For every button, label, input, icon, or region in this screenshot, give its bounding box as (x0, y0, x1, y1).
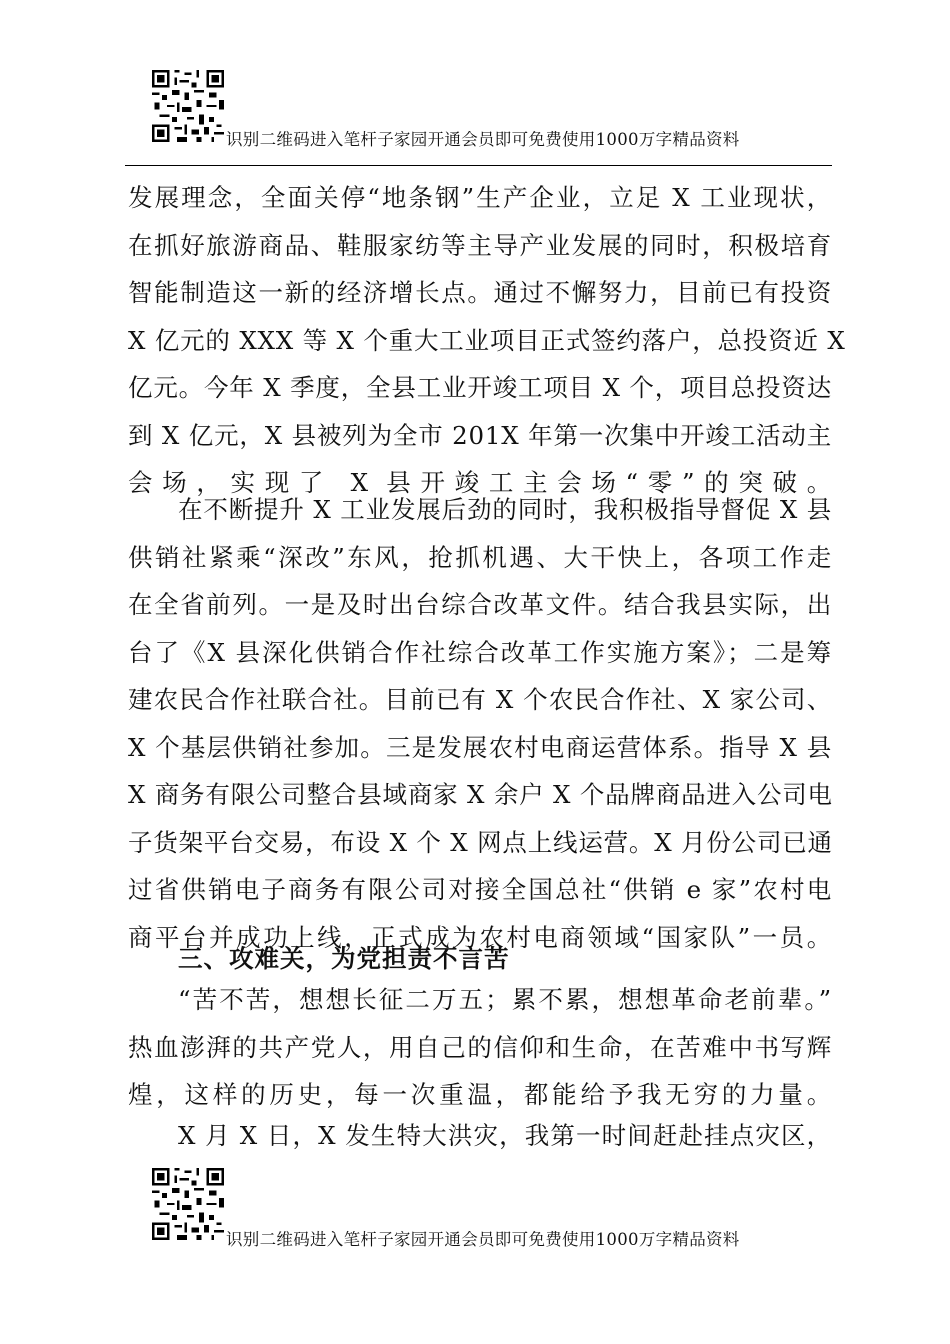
paragraph-line: 煌，这样的历史，每一次重温，都能给予我无穷的力量。 (128, 1080, 832, 1109)
paragraph-line: 过省供销电子商务有限公司对接全国总社“供销 e 家”农村电 (128, 875, 832, 904)
qr-code-icon (152, 70, 224, 142)
paragraph-line: 子货架平台交易，布设 X 个 X 网点上线运营。X 月份公司已通 (128, 827, 833, 857)
paragraph-line: 商平台并成功上线，正式成为农村电商领域“国家队”一员。 (128, 922, 832, 952)
paragraph-line: 热血澎湃的共产党人，用自己的信仰和生命，在苦难中书写辉 (128, 1032, 832, 1062)
paragraph-line: 到 X 亿元，X 县被列为全市 201X 年第一次集中开竣工活动主 (128, 420, 832, 450)
paragraph-line: 台了《X 县深化供销合作社综合改革工作实施方案》；二是筹 (128, 637, 832, 667)
paragraph-line: 供销社紧乘“深改”东风，抢抓机遇、大干快上，各项工作走 (128, 542, 832, 572)
paragraph-line: 亿元。今年 X 季度，全县工业开竣工项目 X 个，项目总投资达 (128, 373, 832, 402)
header-banner: 识别二维码进入笔杆子家园开通会员即可免费使用1000万字精品资料 (226, 130, 740, 149)
paragraph-line: 建农民合作社联合社。目前已有 X 个农民合作社、X 家公司、 (128, 685, 832, 714)
footer-banner: 识别二维码进入笔杆子家园开通会员即可免费使用1000万字精品资料 (226, 1230, 740, 1249)
qr-code-icon (152, 1168, 224, 1240)
paragraph-line: 在全省前列。一是及时出台综合改革文件。结合我县实际，出 (128, 590, 832, 619)
paragraph-line: 在不断提升 X 工业发展后劲的同时，我积极指导督促 X 县 (178, 495, 832, 524)
paragraph-4 (128, 1112, 832, 1160)
paragraph-3 (128, 976, 832, 1119)
paragraph-2 (128, 486, 832, 961)
paragraph-line: 在抓好旅游商品、鞋服家纺等主导产业发展的同时，积极培育 (128, 230, 832, 260)
header-rule (125, 165, 832, 166)
paragraph-line: X 亿元的 XXX 等 X 个重大工业项目正式签约落户，总投资近 X (128, 325, 846, 355)
section-heading: 三、攻难关，为党担责不言苦 (178, 944, 510, 973)
paragraph-1 (128, 174, 846, 507)
paragraph-line: 发展理念，全面关停“地条钢”生产企业，立足 X 工业现状， (128, 183, 832, 212)
paragraph-line: 智能制造这一新的经济增长点。通过不懈努力，目前已有投资 (128, 278, 832, 307)
paragraph-line: X 商务有限公司整合县域商家 X 余户 X 个品牌商品进入公司电 (128, 780, 833, 809)
paragraph-line: “苦不苦，想想长征二万五；累不累，想想革命老前辈。” (178, 985, 832, 1014)
paragraph-line: X 月 X 日，X 发生特大洪灾，我第一时间赶赴挂点灾区， (178, 1121, 832, 1150)
paragraph-line: 会场，实现了 X 县开竣工主会场“零”的突破。 (128, 468, 832, 497)
paragraph-line: X 个基层供销社参加。三是发展农村电商运营体系。指导 X 县 (128, 732, 832, 762)
